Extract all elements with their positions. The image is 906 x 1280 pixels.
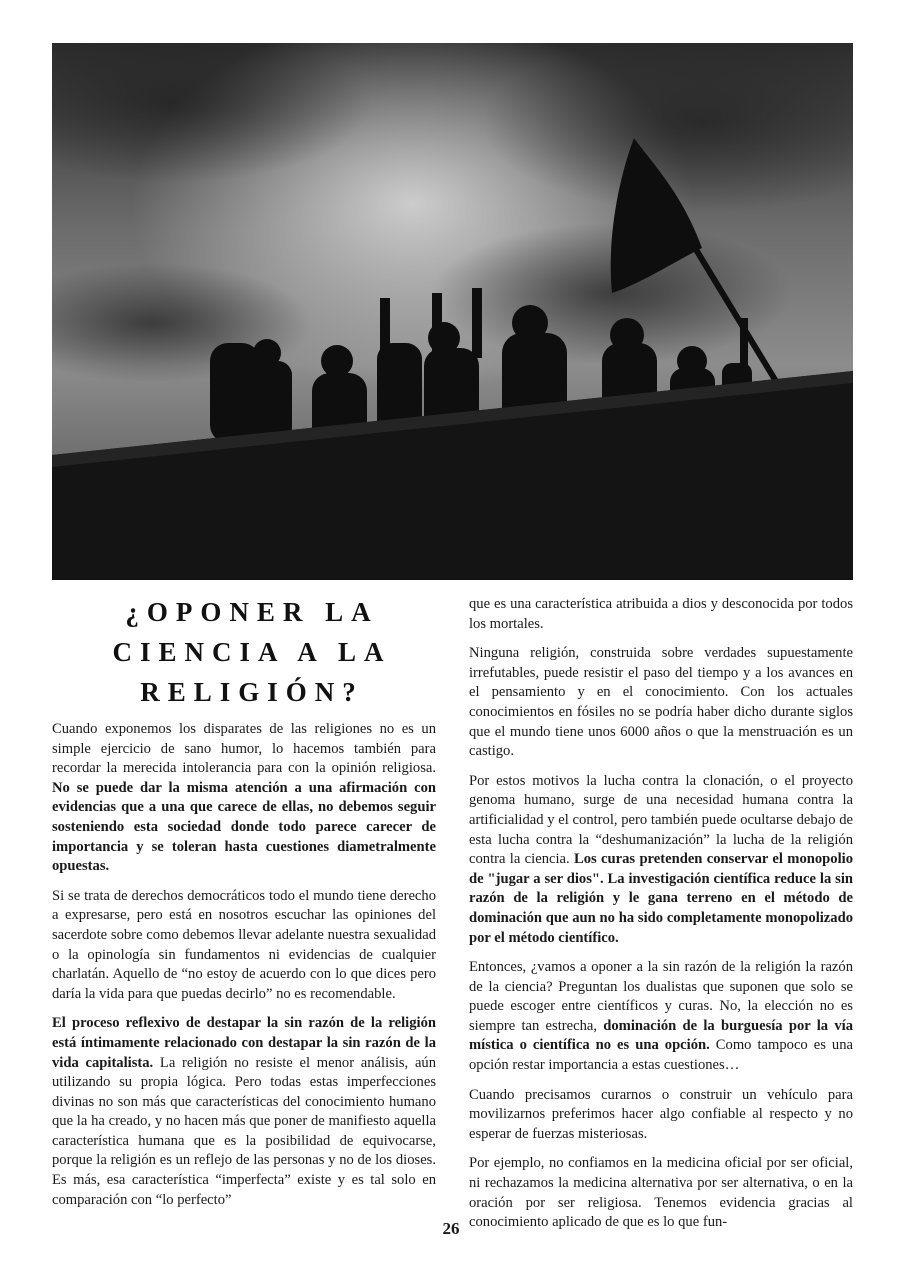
- paragraph: [469, 958, 853, 1076]
- paragraph: Por ejemplo, no confiamos en la medicina oficial por ser oficial, ni rechazamos la medicina alternativa por ser alternativa, o en la oración por ser religiosa. Tenemos evidencia gracias al conocimiento aplicado de que es lo que fun-: [469, 1155, 853, 1231]
- paragraph-text: Por estos motivos la lucha contra la clonación, o el proyecto genoma humano, surge de una necesidad humana contra la artificialidad y el control, pero también puede ocultarse debajo de esta lucha contra la “deshumanización” la lucha de la religión contra la ciencia.: [469, 772, 853, 868]
- paragraph: Cuando precisamos curarnos o construir un vehículo para movilizarnos preferimos hacer algo confiable al respecto y no esperar de fuerzas misteriosas.: [469, 1086, 853, 1142]
- paragraph-text: Entonces, ¿vamos a oponer a la sin razón de la religión la razón de la ciencia? Preguntan los dualistas que suponen que solo se puede escoger entre científicos y curas. No, la elección no es siempre tan estrecha,: [469, 959, 853, 1034]
- paragraph: Si se trata de derechos democráticos todo el mundo tiene derecho a expresarse, pero está en nosotros escuchar las opiniones del sacerdote sobre como debemos llevar adelante nuestra sexualidad o la opinología sin fundamentos ni evidencias de cualquier charlatán. Aquello de “no estoy de acuerdo con lo que dices pero daría la vida para que puedas decirlo” no es recomendable.: [52, 887, 436, 1002]
- title-line-1: ¿OPONER LA: [125, 597, 379, 627]
- title-line-3: RELIGIÓN?: [140, 677, 364, 707]
- paragraph: [52, 720, 436, 877]
- paragraph-text: Cuando exponemos los disparates de las religiones no es un simple ejercicio de sano humor, lo hacemos también para recordar la merecida intolerancia para con la opinión religiosa.: [52, 721, 436, 777]
- protest-photo: [52, 43, 853, 580]
- article-title: [52, 592, 452, 712]
- paragraph-text: La religión no resiste el menor análisis, aún utilizando su propia lógica. Pero todas estas imperfecciones divinas no son más que características del conocimiento humano que la ha creado, y no hacen más que poner de manifiesto aquella característica humana que es la posibilidad de equivocarse, porque la religión es un reflejo de las personas y no de los dioses. Es más, esa característica “imperfecta” existe y es tal solo en comparación con “lo perfecto”: [52, 1054, 437, 1208]
- title-line-2: CIENCIA A LA: [112, 637, 392, 667]
- paragraph-bold-text: dominación de la burguesía por la vía mística o científica no es una opción.: [469, 1017, 854, 1054]
- paragraph: [469, 772, 853, 948]
- protest-silhouettes-photo: [52, 43, 853, 580]
- left-column: [52, 720, 436, 1220]
- paragraph-text: Como tampoco es una opción restar importancia a estas cuestiones…: [469, 1037, 853, 1074]
- paragraph: [52, 1014, 436, 1210]
- right-column: [469, 595, 853, 1243]
- page-number: 26: [442, 1219, 460, 1238]
- paragraph-bold-text: El proceso reflexivo de destapar la sin razón de la religión está íntimamente relacionado con destapar la sin razón de la vida capitalista.: [52, 1015, 436, 1071]
- paragraph: Ninguna religión, construida sobre verdades supuestamente irrefutables, puede resistir el paso del tiempo y a los avances en el pensamiento y en el conocimiento. Con los actuales conocimientos en fósiles no se podría haber dicho durante siglos que el mundo tiene unos 6000 años o que la menstruación es un castigo.: [469, 645, 853, 760]
- paragraph-bold-text: Los curas pretenden conservar el monopolio de "jugar a ser dios". La investigación científica reduce la sin razón de la religión y le gana terreno en el método de dominación que aun no ha sido completamente monopolizado por el método científico.: [469, 851, 853, 946]
- paragraph: que es una característica atribuida a dios y desconocida por todos los mortales.: [469, 596, 853, 632]
- paragraph-bold-text: No se puede dar la misma atención a una afirmación con evidencias que a una que carece de ellas, no debemos seguir sosteniendo esta sociedad donde todo parece carecer de importancia y se toleran hasta cuestiones diametralmente opuestas.: [52, 779, 436, 875]
